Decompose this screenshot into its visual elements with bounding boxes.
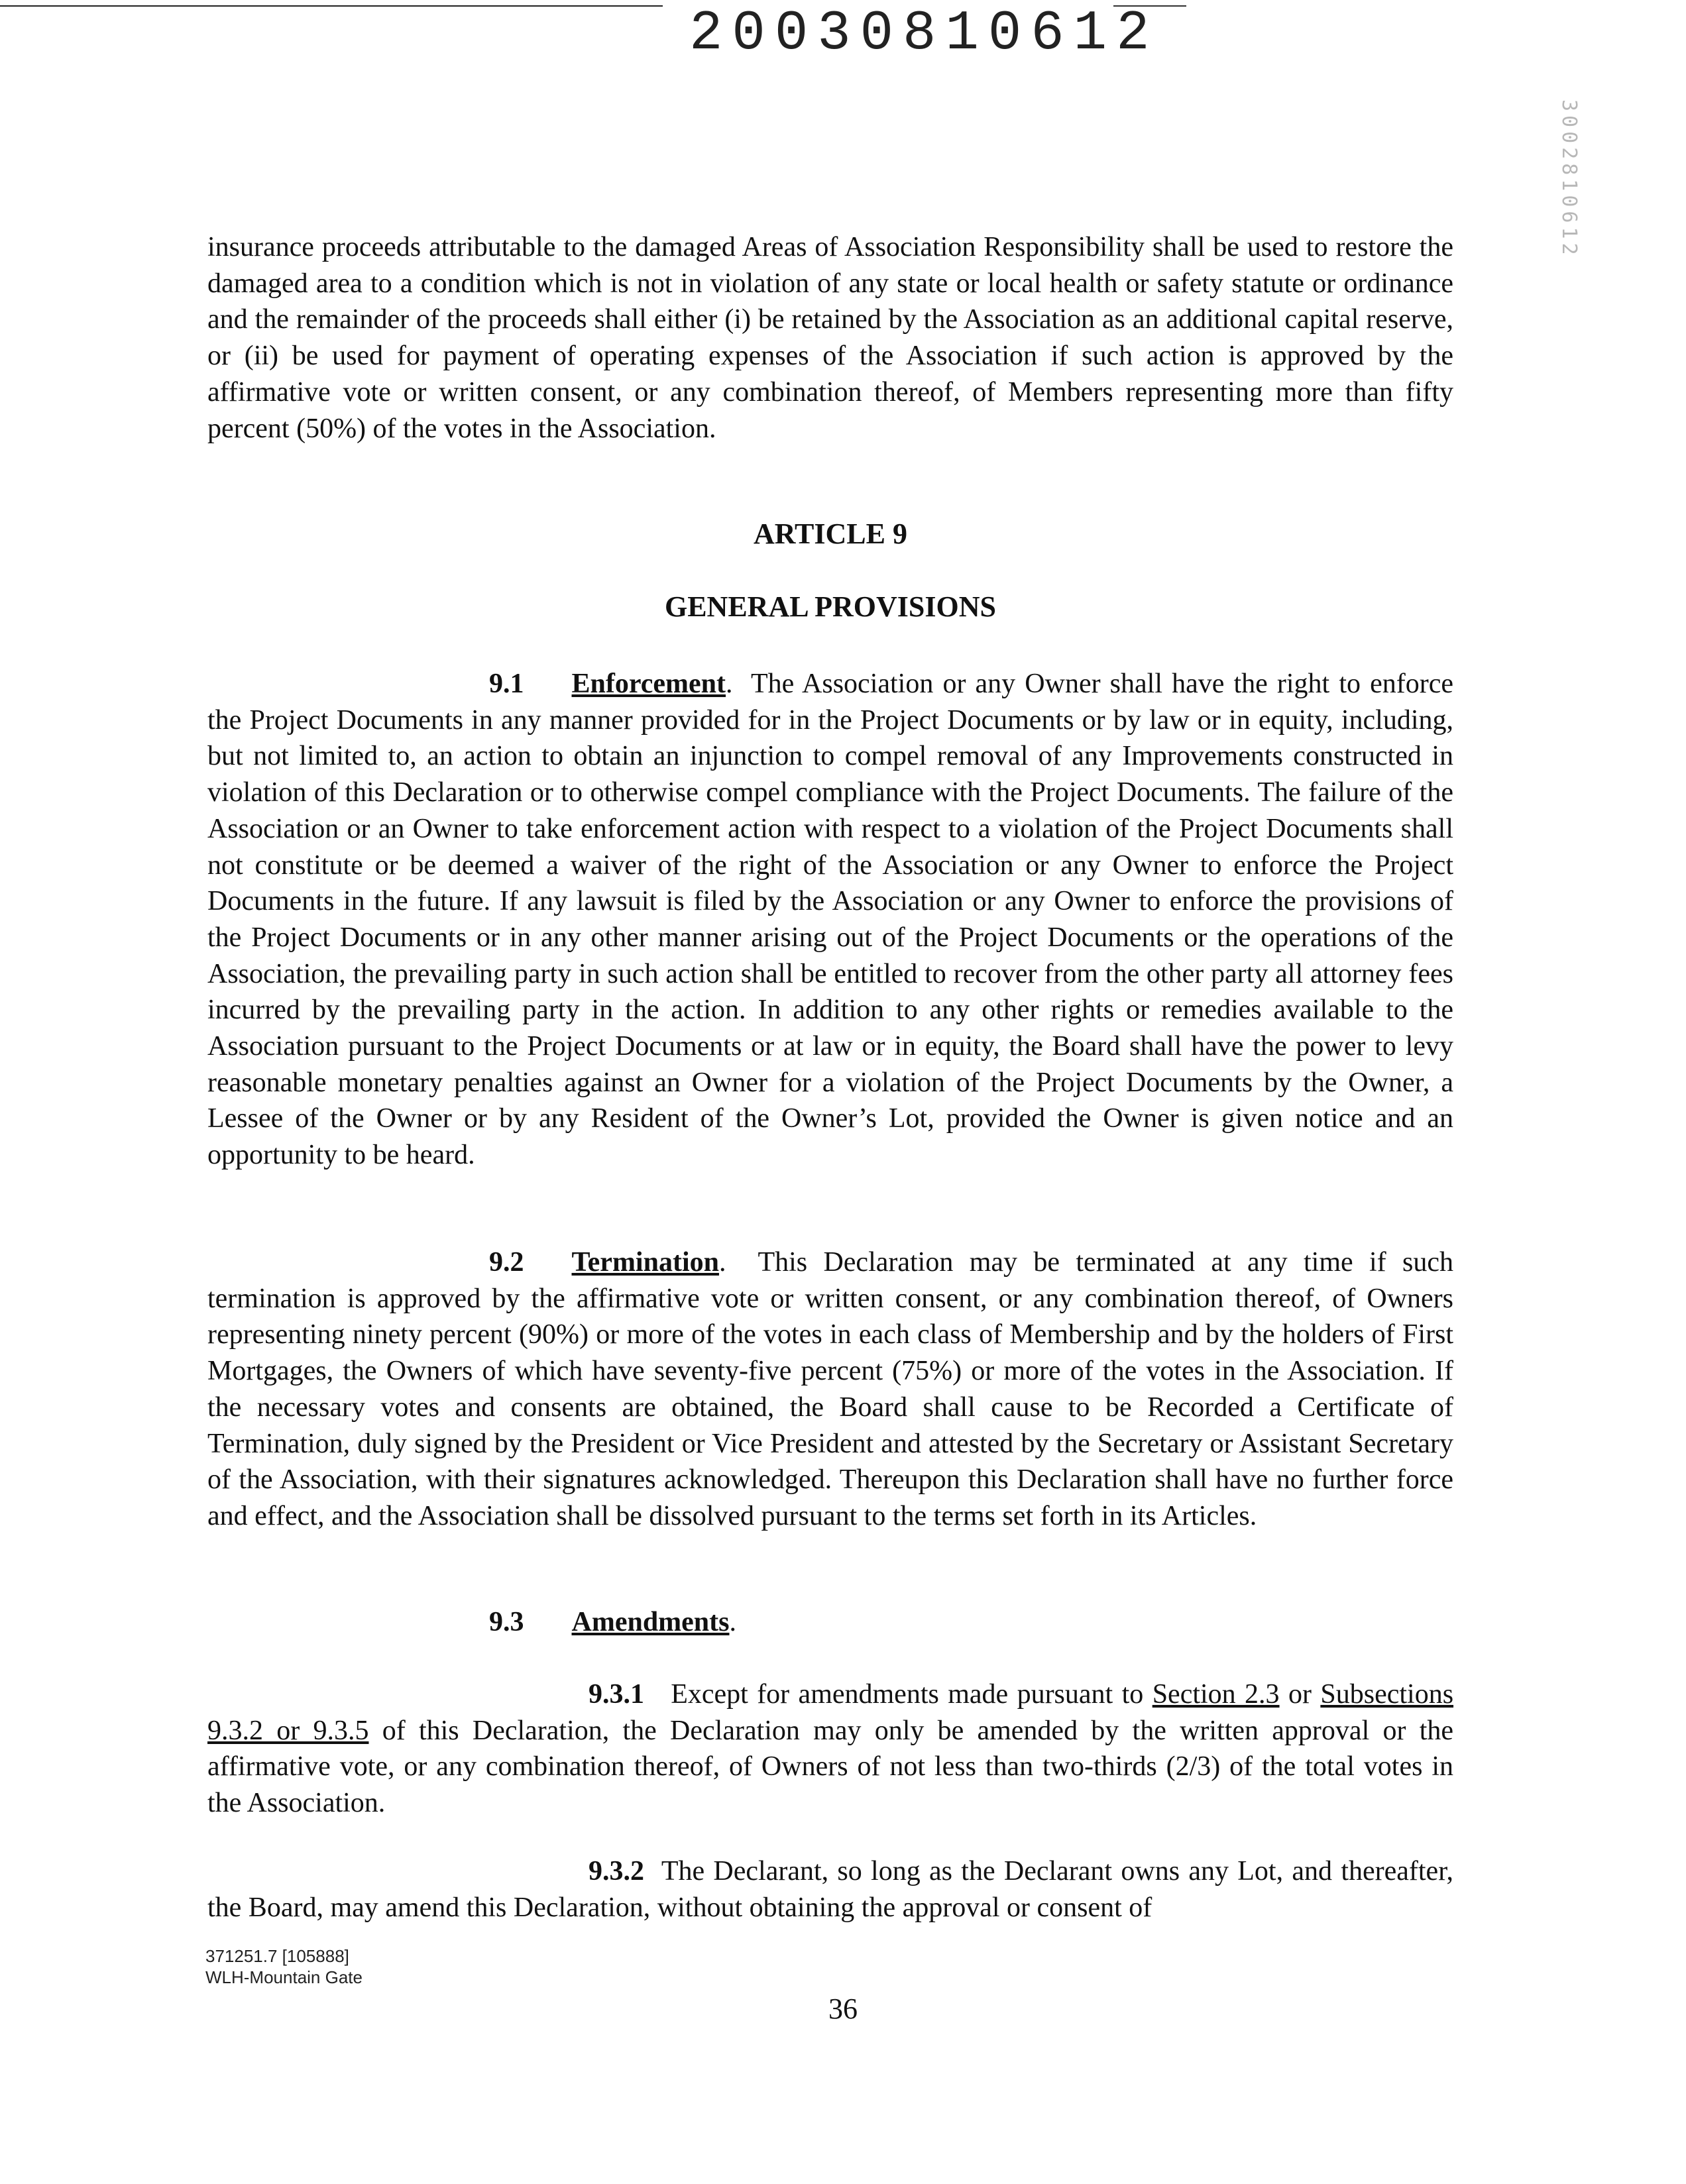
margin-stamp: 3002810612	[1557, 99, 1581, 259]
section-9-3-title: Amendments	[571, 1607, 730, 1637]
section-9-3-1-text-a: Except for amendments made pursuant to	[671, 1679, 1144, 1710]
section-9-2: 9.2 Termination. This Declaration may be terminated at any time if such termination is approved by the affirmative vote or written consent, or any combination thereof, of Owners representing ninety percent (90%) or more of the votes in each class of Membership and by the holders of First Mortgages, the Owners of which have seventy-five percent (75%) or more of the votes in the Association. If the necessary votes and consents are obtained, the Board shall cause to be Recorded a Certificate of Termination, duly signed by the President or Vice President and attested by the Secretary or Assistant Secretary of the Association, with their signatures acknowledged. Thereupon this Declaration shall have no further force and effect, and the Association shall be dissolved pursuant to the terms set forth in its Articles.	[207, 1247, 1453, 1531]
section-9-1-text: The Association or any Owner shall have the right to enforce the Project Documents in any manner provided for in the Project Documents or by law or in equity, including, but not limited to, an action to obtain an injunction to compel removal of any Improvements constructed in violation of this Declaration or to otherwise compel compliance with the Project Documents. The failure of the Association or an Owner to take enforcement action with respect to a violation of the Project Documents shall not constitute or be deemed a waiver of the right of the Association or any Owner to enforce the Project Documents in the future. If any lawsuit is filed by the Association or any Owner to enforce the provisions of the Project Documents or in any other manner arising out of the Project Documents or the operations of the Association, the prevailing party in such action shall be entitled to recover from the other party all attorney fees incurred by the prevailing party in the action. In addition to any other rights or remedies available to the Association pursuant to the Project Documents or at law or in equity, the Board shall have the power to levy reasonable monetary penalties against an Owner for a violation of the Project Documents by the Owner, a Lessee of the Owner or by any Resident of the Owner’s Lot, provided the Owner is given notice and an opportunity to be heard.	[207, 669, 1453, 1171]
subsections-reference[interactable]: Subsections 9.3.2 or 9.3.5	[207, 1679, 1454, 1746]
intro-text: insurance proceeds attributable to the damaged Areas of Association Responsibility shall be used to restore the damaged area to a condition which is not in violation of any state or local health or safety statute or ordinance and the remainder of the proceeds shall either (i) be retained by the Association as an additional capital reserve, or (ii) be used for payment of operating expenses of the Association if such action is approved by the affirmative vote or written consent, or any combination thereof, of Members representing more than fifty percent (50%) of the votes in the Association.	[207, 232, 1453, 444]
section-9-3-2-text: The Declarant, so long as the Declarant owns any Lot, and thereafter, the Board, may amend this Declaration, without obtaining the approval or consent of	[207, 1856, 1454, 1923]
recording-number: 20030810612	[689, 3, 1159, 66]
section-9-1-number: 9.1	[489, 669, 524, 699]
intro-paragraph	[207, 229, 1453, 447]
section-9-3-2-number: 9.3.2	[589, 1856, 644, 1886]
article-title: GENERAL PROVISIONS	[664, 590, 996, 623]
article-number: ARTICLE 9	[754, 518, 907, 550]
page-number: 36	[828, 1993, 858, 2025]
section-9-1: 9.1 Enforcement. The Association or any Owner shall have the right to enforce the Project Documents in any manner provided for in the Project Documents or by law or in equity, including, but not limited to, an action to obtain an injunction to compel removal of any Improvements constructed in violation of this Declaration or to otherwise compel compliance with the Project Documents. The failure of the Association or an Owner to take enforcement action with respect to a violation of the Project Documents shall not constitute or be deemed a waiver of the right of the Association or any Owner to enforce the Project Documents in the future. If any lawsuit is filed by the Association or any Owner to enforce the provisions of the Project Documents or in any other manner arising out of the Project Documents or the operations of the Association, the prevailing party in such action shall be entitled to recover from the other party all attorney fees incurred by the prevailing party in the action. In addition to any other rights or remedies available to the Association pursuant to the Project Documents or at law or in equity, the Board shall have the power to levy reasonable monetary penalties against an Owner for a violation of the Project Documents by the Owner, a Lessee of the Owner or by any Resident of the Owner’s Lot, provided the Owner is given notice and an opportunity to be heard.	[207, 669, 1453, 1171]
section-9-2-title: Termination	[571, 1247, 719, 1278]
section-9-3-1-number: 9.3.1	[589, 1679, 644, 1710]
section-9-1-title: Enforcement	[571, 669, 726, 699]
footer-doc-id: 371251.7 [105888]	[205, 1946, 349, 1966]
header-rule	[0, 5, 663, 7]
section-9-2-number: 9.2	[489, 1247, 524, 1278]
footer-project: WLH-Mountain Gate	[205, 1967, 363, 1987]
footer-doc-info	[205, 1945, 363, 1988]
section-9-3-1-text-c: of this Declaration, the Declaration may only be amended by the written approval or the affirmative vote, or any combination thereof, of Owners of not less than two-thirds (2/3) of the total votes in the Association.	[207, 1715, 1454, 1819]
section-9-3-2	[207, 1853, 1453, 1926]
section-9-3-1	[207, 1676, 1453, 1822]
section-9-3: 9.3 Amendments.	[489, 1607, 736, 1637]
section-9-3-number: 9.3	[489, 1607, 524, 1637]
section-9-2-text: This Declaration may be terminated at any time if such termination is approved by the affirmative vote or written consent, or any combination thereof, of Owners representing ninety percent (90%) or more of the votes in each class of Membership and by the holders of First Mortgages, the Owners of which have seventy-five percent (75%) or more of the votes in the Association. If the necessary votes and consents are obtained, the Board shall cause to be Recorded a Certificate of Termination, duly signed by the President or Vice President and attested by the Secretary or Assistant Secretary of the Association, with their signatures acknowledged. Thereupon this Declaration shall have no further force and effect, and the Association shall be dissolved pursuant to the terms set forth in its Articles.	[207, 1247, 1453, 1531]
section-9-3-1-text-b: or	[1288, 1679, 1312, 1710]
section-2-3-reference[interactable]: Section 2.3	[1152, 1679, 1280, 1710]
